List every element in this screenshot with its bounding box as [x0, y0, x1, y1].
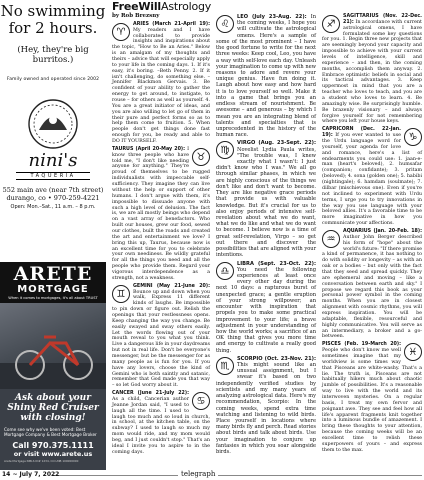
- taurus-text: I know three people who have told me, "I don't like needing anyone for anything." They're proud of themselves to be rugged individualists with impeccable self-sufficiency. They imagine they can live without the help or support of other humans. I don't argue with them, it's impossible to dissuade anyone with such a high level of delusion. The fact is, we are all mostly beings who depend on a vast array of benefactors. Who built our houses, grew our food, sewed our clothes, built the roads and created the art and entertainment we love? I bring this up, Taurus, because now is an excellent time for you to celebrate your own neediness. Be wildly grateful for all the things you need and all the people who provide them. Regard your vigorous interdependence as a strength, not a weakness.: [112, 146, 210, 281]
- cancer-text: As a child, Cancerian author Jeanne Jordan said, "I used to laugh all the time. I used to laugh too much and so loud in church, in school, at the kitchen table, on the subway? I used to laugh so much my mom would ride, and my mom would beg, and I just couldn't stop." That's an ideal I invite you to aspire to in the coming days.: [112, 397, 210, 455]
- pisces-heading: PISCES (Feb. 19-March 20):: [322, 342, 401, 348]
- sign-pisces: [322, 342, 422, 453]
- scorpio-heading: SCORPIO (Oct. 23-Nov. 21):: [237, 355, 316, 362]
- page-footer: [0, 469, 424, 480]
- aquarius-icon: ♒: [322, 230, 340, 248]
- capricorn-heading: CAPRICORN (Dec. 22-Jan. 19):: [322, 127, 401, 139]
- column-2: [216, 14, 316, 457]
- gemini-text: Bounce up and down when you walk, Express 11 different kinds of laughs. Be impossible to pin down or figure out. Relish the openings that your restlessness opens. Keep changing the way you change. Be easily swayed and sway others easily. Let the words flowing out of your mouth reveal to you what you think. Live a dangerous life in your daydreams but not in real life. Don't be everyone's messenger, but be the messenger for as many people as is fun for you. If you have any lovers, choose the kind of Gemini who is both saintly and satanic, remember that God made you that way – so let God worry about it.: [112, 289, 210, 389]
- sign-taurus: [112, 147, 210, 282]
- arete-ask-text: Ask about your Shiny Red Cruiser with closing!: [7, 393, 99, 423]
- arete-mortgage-ad[interactable]: [0, 262, 106, 470]
- sagittarius-heading: SAGITTARIUS (Nov. 22-Dec. 21):: [343, 14, 422, 25]
- aries-heading: ARIES (March 21-April 19):: [133, 21, 210, 27]
- arete-tagline: When it comes to mortgages, it's all about TRUST: [8, 296, 98, 300]
- ninis-headline: No swimming for 2 hours.: [0, 2, 106, 37]
- column-1: [112, 14, 210, 458]
- column-masthead: [112, 0, 422, 12]
- leo-heading: LEO (July 23-Aug. 22):: [237, 14, 311, 20]
- aquarius-text: Author John Berger described his form of "hope" about the world's future: "If there promise a kind of permanence, it has nothing to do with solidity or longevity – as with an oak or a bodies – but only with the fact that they seed and spread quickly. They are ephemeral and moving – like a conversation between earth and sky." I propose we regard this book as your personal power symbol in the coming months. When you are in closest alignment with cosmic rhythms, you will express inspiration. You will be adaptable, flexible, resourceful and highly communicative. You will serve as an intermediary, a broker and a go-between.: [322, 234, 422, 340]
- aquarius-heading: AQUARIUS (Jan. 20-Feb. 18):: [343, 228, 422, 234]
- cruiser-photo: [0, 303, 106, 389]
- footer-brand: telegraph: [178, 470, 218, 478]
- sign-aries: [112, 22, 210, 145]
- taurus-icon: ♉: [192, 148, 210, 166]
- libra-heading: LIBRA (Sept. 23-Oct. 22):: [237, 260, 316, 267]
- arete-header: [0, 262, 106, 303]
- cancer-icon: ♋: [192, 392, 210, 410]
- footer-rule: [52, 475, 422, 476]
- sign-cancer: [112, 391, 210, 455]
- scorpio-icon: ♏: [216, 357, 234, 375]
- ninis-hours: Open: Mon.–Sat., 11 a.m. – 8 p.m.: [10, 204, 96, 210]
- aries-text: My readers and I have collaborated to provide insights and inspirations about the topic, "How to Be an Aries." Below is an amalgam of my thoughts and theirs – advice that will especially apply to your life in the coming days. 1. If it's easy, it's boring. –Beth Penny. 2. If it isn't challenging, do something else. –Jennifer Blackmon Gervais. 3. Be confident of your ability to gather the energy to get around, to instigate, to rouse – for others as well as yourself. 4. You are a great initiator of ideas, and you are also willing to let go of them in their pure and perfect forms so as to help them come to fruition. 5. When people don't get things done fast enough for you, be ready and able to DO IT YOURSELF.: [112, 27, 210, 145]
- sign-sagittarius: [322, 14, 422, 125]
- leo-icon: ♌: [216, 15, 234, 33]
- sagittarius-text: In accordance with current astrological omens, I have formulated some key questions for you. 1. Begin three new projects that are seemingly beyond your capacity and impossible to achieve with your current levels of intelligence, skill and experience – and then, in the coming months, accomplish them anyway. 2. Embrace optimistic beliefs in social and its tactical advantages. 3. Keep uppermost in mind that you are a teacher who loves to teach, and you are a student who loves to learn. 4. Be amazingly wise. Be surprisingly humble. Be brazenly visionary – and always forgive yourself for not remembering where you left your house keys.: [322, 19, 422, 125]
- byline: by Rob Brezsny: [112, 13, 160, 19]
- ninis-ad[interactable]: [0, 0, 106, 210]
- ninis-logo-icon: [21, 90, 85, 154]
- column-3: [322, 14, 422, 456]
- sign-gemini: [112, 284, 210, 389]
- leo-text: In the coming weeks, I hope you will cultivate the astrological omens. Here's a sample of some of the most prominent – I have the good fortune to write for the next three weeks: Keep cool, Leo, you have a way with self-love each day. Unleash your imagination to come up with new reasons to adore and revere your unique genius. Have fun doing it. Laugh about how easy and how hard it is to love yourself so well. Make it into a game that brings you an endless stream of nourishment. Be awesome – and generous – by which I mean you are an integrating blend of talents and specialties that is unprecedented in the history of the human race.: [216, 14, 316, 139]
- left-ad-column: [0, 0, 106, 470]
- arete-phone[interactable]: Call 970.375.1111: [12, 441, 94, 450]
- aries-icon: ♈: [112, 23, 130, 41]
- ninis-subhead: (Hey, they're big burritos.): [17, 45, 89, 65]
- masthead-rest: Astrology: [161, 0, 212, 13]
- virgo-heading: VIRGO (Aug. 23-Sept. 22):: [237, 140, 316, 147]
- pisces-icon: ♓: [404, 343, 422, 361]
- ninis-owned: Family owned and operated since 2002: [6, 77, 100, 82]
- arete-logo: ARETE: [13, 263, 93, 285]
- sign-capricorn: [322, 127, 422, 227]
- masthead-bold: FreeWill: [112, 0, 162, 13]
- sign-scorpio: [216, 356, 316, 456]
- ninis-address: 552 main ave (near 7th street) durango, co • 970-259-4221: [2, 186, 104, 202]
- arete-legal: Arete Mortgage NMLS ID# 1234, CO LMB 100000000: [4, 459, 79, 463]
- pisces-text: People who don't know me well sometimes imagine that my worldview is some times way that Pisceans are white-washy. That's a lie. The truth is, Pisceans are not habitually hikers much about chaotic jumble of possibilities. It's a reasonable way to live with the world and its interwoven mysteries. On a regular basis, I treat my own fervor and poignant awe. They see and feel how all life's apparent fragments knit together into a luminous bundle of amazement. I bring these thoughts to your attention, because the coming weeks will be an excellent time to relish these superpowers of yours – and express them to the max.: [322, 348, 422, 453]
- libra-text: You need the following experiences at least once every other day during the next 10 days: a rapturous burst of unexpected grace; a gentle eruption of your strong willpower; an encounter with inspiration that propels you to make some practical improvement to your life; a brave adjustment in your understanding of how the world works; a sacrifice of an OK thing that gives you more time and energy to cultivate a really good thing.: [216, 266, 316, 354]
- cancer-heading: CANCER (June 21-July 22):: [112, 391, 189, 397]
- libra-icon: ♎: [216, 262, 234, 280]
- capricorn-icon: ♑: [404, 128, 422, 146]
- virgo-text: Novelist Lydia Paula writes, "The trouble was, I knew exactly what I wasn't: I just didn't know who I was." We all go through similar phases, in which we are highly conscious of the things we don't like and don't want to become. They are like negative grace periods that provide us with valuable knowledge. But it's crucial for us to also enjoy periods of intensive self-revelation about what we do want, what we do like and what we do want to become. I believe now is a time of great self-revelation, Virgo – so get out there and discover the possibilities that are aligned with your intentions.: [216, 146, 316, 259]
- sign-aquarius: [322, 229, 422, 340]
- sign-leo: [216, 14, 316, 138]
- page-number: 14 ~ July 7, 2022: [2, 471, 60, 478]
- gemini-heading: GEMINI (May 21-June 20):: [133, 283, 210, 289]
- sign-libra: [216, 261, 316, 354]
- arete-website-link[interactable]: or visit www.arete.us: [13, 450, 93, 458]
- sagittarius-icon: ♐: [322, 15, 340, 33]
- ninis-brand: nini's: [28, 150, 78, 171]
- ninis-taqueria: TAQUERIA: [16, 172, 90, 180]
- taurus-heading: TAURUS (April 20-May 20):: [112, 146, 188, 152]
- scorpio-text: This might sound like an unusual assignment, but I swear it's based on two independently verified studies by scientists and my many years of analyzing astrological data. Here's my recommendation, Scorpio: In the coming weeks, spend extra time watching and listening to wild birds. Place yourself in locations where many birds fly and perch. Read stories about birds and talk about birds. Use your imagination to conjure up fantasies in which you soar alongside birds.: [216, 362, 316, 456]
- sign-virgo: [216, 140, 316, 258]
- gemini-icon: ♊: [112, 285, 130, 303]
- arete-voted-text: Come see why we've been voted: Best Mortgage Company & Best Mortgage Broker: [4, 427, 97, 437]
- virgo-icon: ♍: [216, 141, 234, 159]
- arete-mortgage-word: MORTGAGE: [17, 284, 89, 295]
- capricorn-text: If you ever wanted to use the Urdu language word for yourself, your agenda for love and romance, here's a list of endearments you could use: 1. jaan-e-man (heart's beloved), 2. humsafar (companion; confidante); 3. pritam (beloved); 4. sona (golden one); 5. habibi (nightingale); 6. hamdam (soulmate); 7. dilbar (mischievous one). Even if you're not inclined to experiment with Urdu terms, I urge you to try innovations in the way you use language with your beloved allies. It's a favorable time to be more imaginative in how you communicate your affections.: [322, 133, 422, 227]
